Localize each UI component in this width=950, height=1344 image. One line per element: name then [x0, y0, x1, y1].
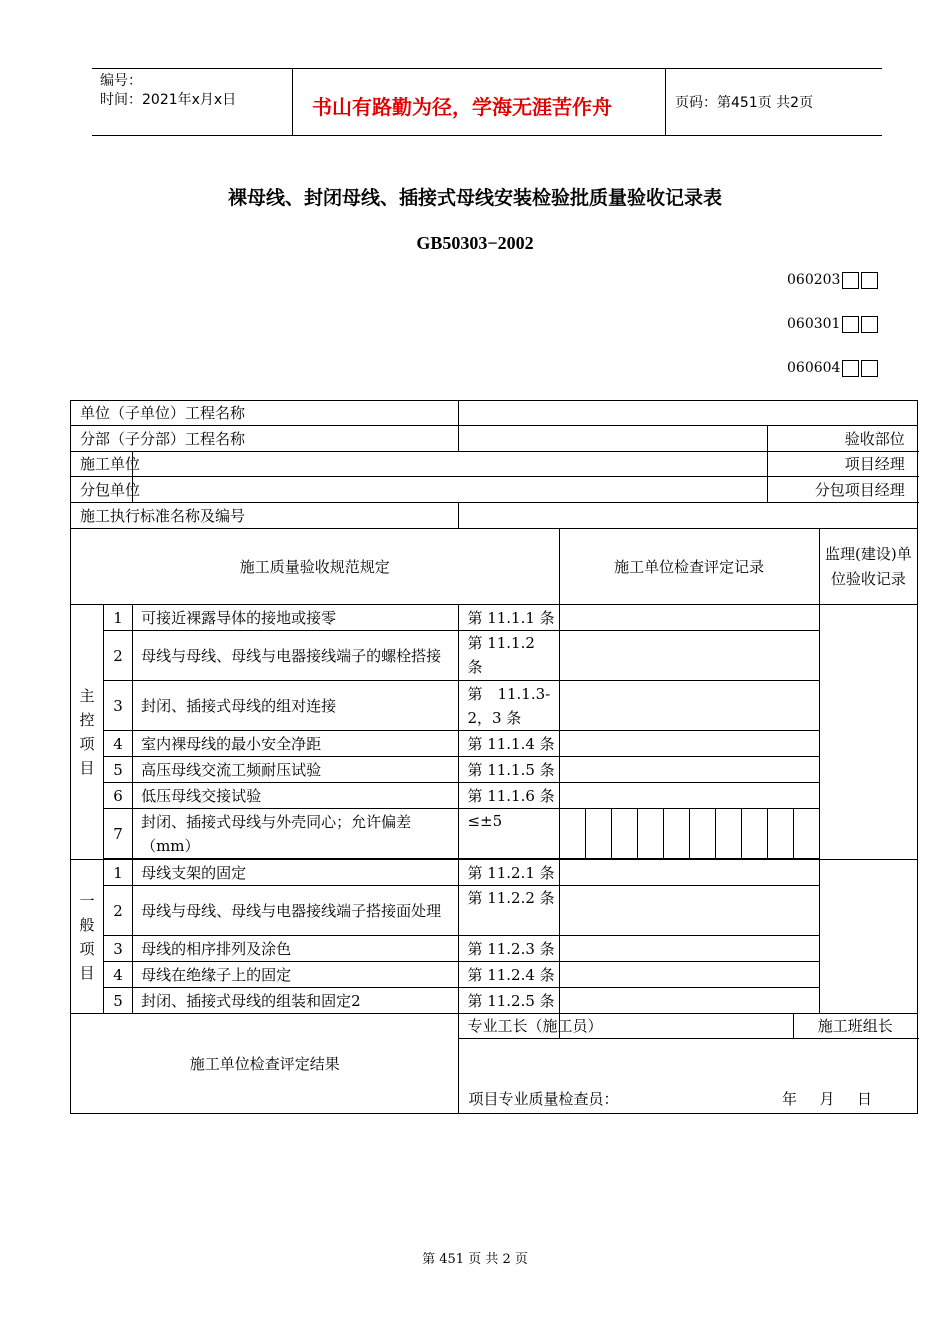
header-top-rule — [92, 68, 882, 69]
main-item-no: 6 — [104, 783, 133, 809]
code-checkbox[interactable] — [842, 272, 859, 289]
deviation-cell[interactable] — [767, 809, 793, 859]
main-item-check[interactable] — [559, 605, 819, 631]
deviation-cell[interactable] — [559, 809, 585, 859]
main-items-supervision[interactable] — [819, 605, 917, 860]
deviation-cell[interactable] — [741, 809, 767, 859]
deviation-cell[interactable] — [793, 809, 819, 859]
sub-project-label: 分部（子分部）工程名称 — [71, 426, 459, 452]
general-item-no: 1 — [104, 860, 133, 886]
supervision-header: 监理(建设)单位验收记录 — [819, 529, 917, 605]
main-item-clause: 第 11.1.5 条 — [459, 757, 559, 783]
deviation-cell[interactable] — [663, 809, 689, 859]
general-item-clause: 第 11.2.5 条 — [459, 988, 559, 1014]
main-item-no: 4 — [104, 731, 133, 757]
main-items-group-label: 主控项目 — [71, 605, 104, 860]
code-line-3 — [787, 358, 878, 378]
main-item-clause: 第 11.1.3-2，3 条 — [459, 681, 559, 731]
general-item-text: 母线的相序排列及涂色 — [133, 936, 459, 962]
deviation-cell[interactable] — [585, 809, 611, 859]
general-item-clause: 第 11.2.1 条 — [459, 860, 559, 886]
deviation-cell[interactable] — [715, 809, 741, 859]
general-items-group-label: 一般项目 — [71, 860, 104, 1014]
subcontract-manager-label: 分包项目经理 — [767, 477, 917, 503]
general-item-clause: 第 11.2.3 条 — [459, 936, 559, 962]
deviation-cell[interactable] — [637, 809, 663, 859]
standard-name-label: 施工执行标准名称及编号 — [71, 503, 459, 529]
main-item-text: 封闭、插接式母线与外壳同心；允许偏差（mm） — [133, 809, 459, 859]
main-item-clause: ≤±5 — [459, 809, 559, 859]
main-item-no: 2 — [104, 631, 133, 681]
general-item-clause: 第 11.2.2 条 — [459, 886, 559, 936]
header-motto: 书山有路勤为径，学海无涯苦作舟 — [312, 95, 612, 119]
month-label: 月 — [819, 1090, 835, 1108]
code-checkbox[interactable] — [842, 360, 859, 377]
project-manager-label: 项目经理 — [767, 452, 917, 477]
main-item-no: 5 — [104, 757, 133, 783]
header-divider-left — [292, 68, 293, 135]
main-item-check[interactable] — [559, 757, 819, 783]
header-bottom-rule — [92, 135, 882, 136]
standard-name-value[interactable] — [459, 503, 918, 529]
sub-project-value[interactable] — [459, 426, 767, 452]
general-item-text: 母线与母线、母线与电器接线端子搭接面处理 — [133, 886, 459, 936]
general-item-no: 2 — [104, 886, 133, 936]
code-line-1 — [787, 270, 878, 290]
check-record-header: 施工单位检查评定记录 — [559, 529, 819, 605]
code-checkbox[interactable] — [861, 360, 878, 377]
main-item-text: 母线与母线、母线与电器接线端子的螺栓搭接 — [133, 631, 459, 681]
inspection-record-table — [70, 400, 918, 1114]
general-item-check[interactable] — [559, 962, 819, 988]
code-checkbox[interactable] — [861, 316, 878, 333]
page-footer: 第 451 页 共 2 页 — [422, 1252, 528, 1267]
main-item-text: 室内裸母线的最小安全净距 — [133, 731, 459, 757]
subcontract-unit-value[interactable] — [133, 477, 768, 503]
general-item-no: 4 — [104, 962, 133, 988]
header-page-label: 页码：第451页 共2页 — [675, 95, 814, 111]
document-time-label: 时间：2021年x月x日 — [100, 92, 237, 108]
code-checkbox[interactable] — [861, 272, 878, 289]
general-items-supervision[interactable] — [819, 860, 917, 1014]
general-item-check[interactable] — [559, 860, 819, 886]
document-title: 裸母线、封闭母线、插接式母线安装检验批质量验收记录表 — [227, 187, 722, 209]
spec-header: 施工质量验收规范规定 — [71, 529, 560, 605]
year-label: 年 — [781, 1090, 797, 1108]
code-value: 060604 — [787, 360, 841, 376]
main-item-text: 低压母线交接试验 — [133, 783, 459, 809]
main-item-check[interactable] — [559, 783, 819, 809]
subcontract-unit-label: 分包单位 — [71, 477, 133, 503]
general-item-text: 母线支架的固定 — [133, 860, 459, 886]
code-checkbox[interactable] — [842, 316, 859, 333]
general-item-text: 母线在绝缘子上的固定 — [133, 962, 459, 988]
result-label: 施工单位检查评定结果 — [71, 1014, 459, 1114]
general-item-text: 封闭、插接式母线的组装和固定2 — [133, 988, 459, 1014]
main-item-clause: 第 11.1.4 条 — [459, 731, 559, 757]
general-item-no: 5 — [104, 988, 133, 1014]
day-label: 日 — [856, 1090, 872, 1108]
general-item-clause: 第 11.2.4 条 — [459, 962, 559, 988]
deviation-cell[interactable] — [689, 809, 715, 859]
main-item-clause: 第 11.1.6 条 — [459, 783, 559, 809]
team-leader-label: 施工班组长 — [793, 1014, 917, 1039]
main-item-check[interactable] — [559, 681, 819, 731]
main-item-no: 3 — [104, 681, 133, 731]
main-item-text: 封闭、插接式母线的组对连接 — [133, 681, 459, 731]
main-item-clause: 第 11.1.1 条 — [459, 605, 559, 631]
main-item-no: 7 — [104, 809, 133, 859]
unit-project-value[interactable] — [459, 401, 918, 426]
general-item-check[interactable] — [559, 936, 819, 962]
main-item-check[interactable] — [559, 631, 819, 681]
unit-project-label: 单位（子单位）工程名称 — [71, 401, 459, 426]
general-item-check[interactable] — [559, 886, 819, 936]
header-divider-right — [665, 68, 666, 135]
main-item-text: 可接近裸露导体的接地或接零 — [133, 605, 459, 631]
general-item-check[interactable] — [559, 988, 819, 1014]
code-value: 060301 — [787, 316, 841, 332]
deviation-cell[interactable] — [611, 809, 637, 859]
construction-unit-value[interactable] — [133, 452, 768, 477]
result-signature-area — [459, 1039, 918, 1114]
acceptance-part-label: 验收部位 — [767, 426, 917, 452]
code-line-2 — [787, 314, 878, 334]
foreman-label: 专业工长（施工员） — [459, 1014, 559, 1039]
main-item-clause: 第 11.1.2 条 — [459, 631, 559, 681]
inspector-label: 项目专业质量检查员： — [468, 1090, 619, 1108]
document-number-label: 编号： — [100, 73, 142, 89]
main-item-no: 1 — [104, 605, 133, 631]
standard-number: GB50303−2002 — [416, 233, 534, 253]
code-value: 060203 — [787, 272, 841, 288]
general-item-no: 3 — [104, 936, 133, 962]
construction-unit-label: 施工单位 — [71, 452, 133, 477]
main-item-check[interactable] — [559, 731, 819, 757]
main-item-text: 高压母线交流工频耐压试验 — [133, 757, 459, 783]
